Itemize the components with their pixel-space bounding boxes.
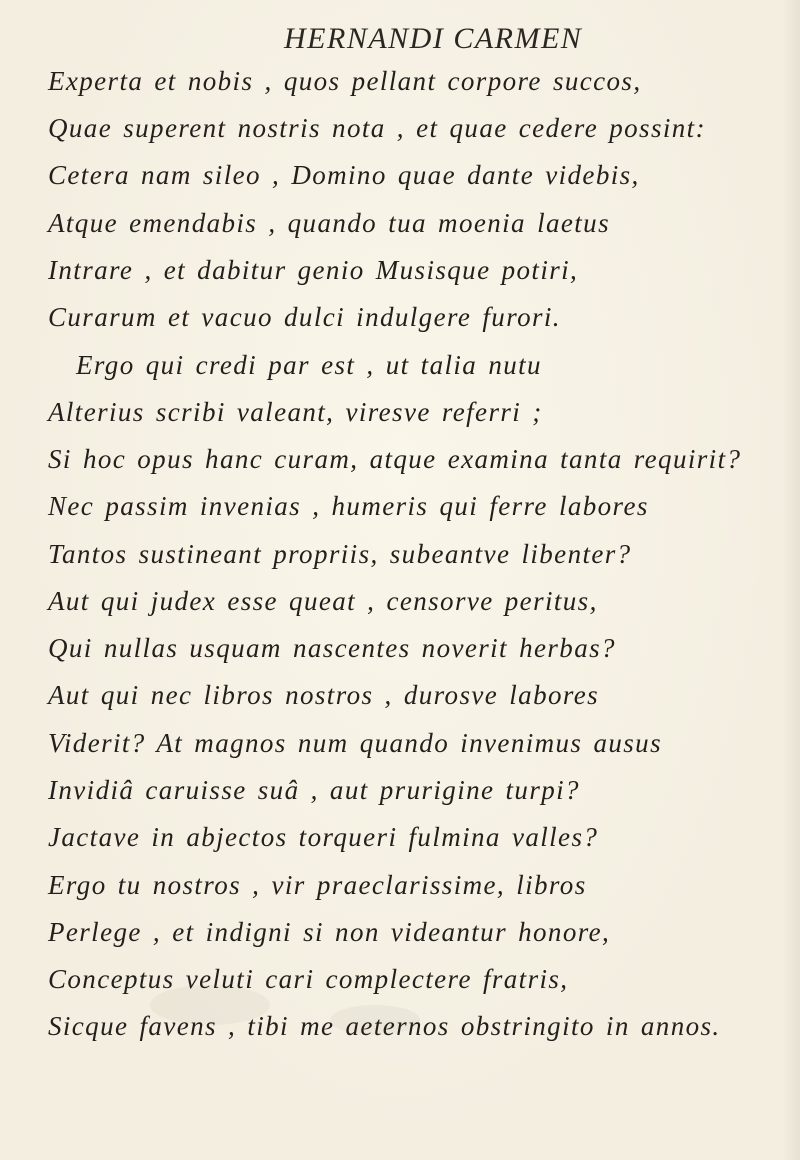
verse-line: Alterius scribi valeant, viresve referri ; <box>48 397 543 427</box>
verse-line: Aut qui nec libros nostros , durosve labores <box>48 680 600 710</box>
running-head: HERNANDI CARMEN <box>284 22 583 55</box>
verse-line: Quae superent nostris nota , et quae cedere possint: <box>48 113 706 143</box>
verse-line: Viderit? At magnos num quando invenimus ausus <box>48 728 662 758</box>
verse-line: Ergo qui credi par est , ut talia nutu <box>76 350 542 380</box>
verse-line: Experta et nobis , quos pellant corpore succos, <box>48 66 642 96</box>
verse-line: Conceptus veluti cari complectere fratris, <box>48 964 569 994</box>
verse-line: Tantos sustineant propriis, subeantve libenter? <box>48 539 632 569</box>
verse-line: Nec passim invenias , humeris qui ferre labores <box>48 491 649 521</box>
verse-line: Perlege , et indigni si non videantur honore, <box>48 917 611 947</box>
verse-line: Invidiâ caruisse suâ , aut prurigine turpi? <box>48 775 580 805</box>
verse-line: Si hoc opus hanc curam, atque examina tanta requirit? <box>48 444 742 474</box>
verse-line: Cetera nam sileo , Domino quae dante videbis, <box>48 160 640 190</box>
verse-line: Sicque favens , tibi me aeternos obstringito in annos. <box>48 1011 721 1041</box>
verse-line: Atque emendabis , quando tua moenia laetus <box>48 208 610 238</box>
verse-line: Aut qui judex esse queat , censorve peritus, <box>48 586 598 616</box>
verse-line: Qui nullas usquam nascentes noverit herbas? <box>48 633 616 663</box>
verse-line: Intrare , et dabitur genio Musisque potiri, <box>48 255 579 285</box>
verse-line: Ergo tu nostros , vir praeclarissime, libros <box>48 870 587 900</box>
verse-line: Curarum et vacuo dulci indulgere furori. <box>48 302 561 332</box>
verse-line: Jactave in abjectos torqueri fulmina valles? <box>48 822 599 852</box>
